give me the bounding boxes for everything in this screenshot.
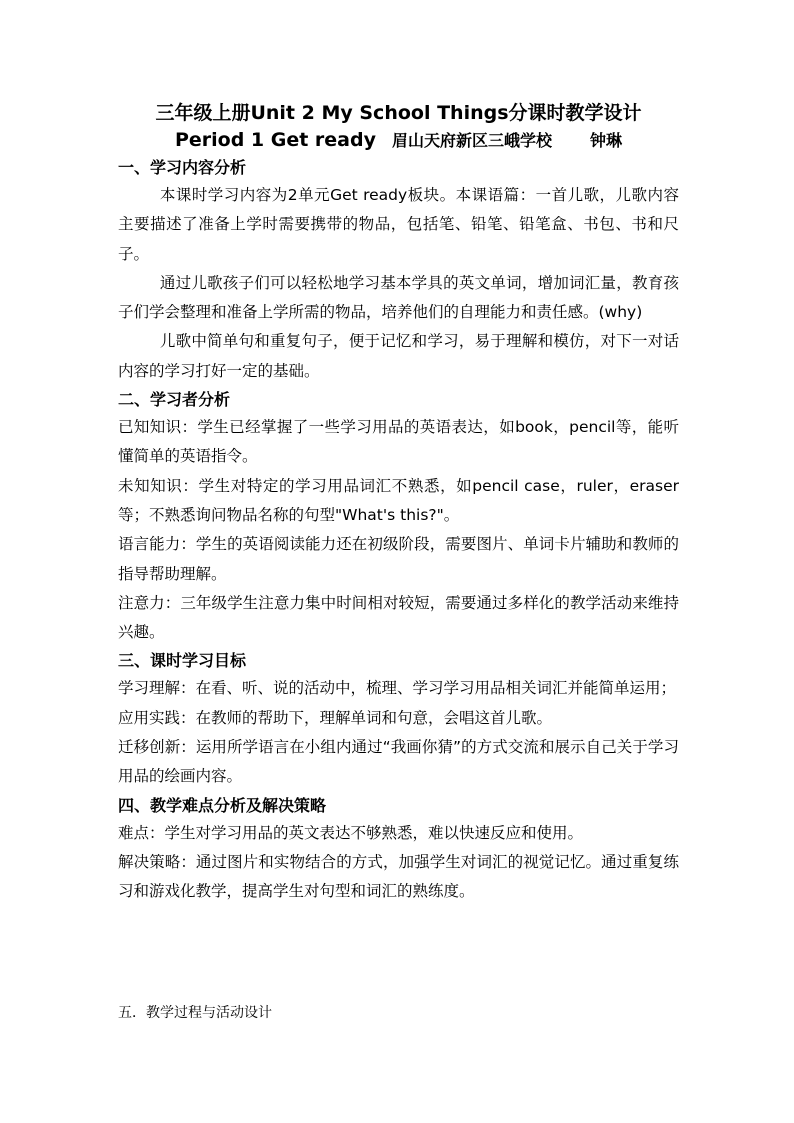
document-title: 三年级上册Unit 2 My School Things分课时教学设计 — [155, 102, 642, 124]
paragraph: 学习理解：在看、听、说的活动中，梳理、学习学习用品相关词汇并能简单运用； — [118, 679, 677, 698]
paragraph: 儿歌中简单句和重复句子，便于记忆和学习，易于理解和模仿，对下一对话内容的学习打好一定的基础。 — [118, 332, 679, 380]
paragraph: 应用实践：在教师的帮助下，理解单词和句意，会唱这首儿歌。 — [118, 708, 553, 727]
paragraph: 迁移创新：运用所学语言在小组内通过“我画你猜”的方式交流和展示自己关于学习用品的绘画内容。 — [118, 738, 679, 786]
author-name: 钟琳 — [590, 131, 623, 150]
paragraph: 解决策略：通过图片和实物结合的方式，加强学生对词汇的视觉记忆。通过重复练习和游戏化教学，提高学生对句型和词汇的熟练度。 — [118, 852, 679, 901]
section-heading-learning-objectives: 三、课时学习目标 — [118, 651, 247, 671]
paragraph: 难点：学生对学习用品的英文表达不够熟悉，难以快速反应和使用。 — [118, 823, 584, 842]
period-label: Period 1 Get ready — [174, 129, 376, 151]
school-name: 眉山天府新区三峨学校 — [392, 131, 553, 150]
paragraph: 已知知识：学生已经掌握了一些学习用品的英语表达，如book，pencil等，能听懂简单的英语指令。 — [118, 418, 679, 466]
paragraph: 未知知识：学生对特定的学习用品词汇不熟悉，如pencil case，ruler，eraser等；不熟悉询问物品名称的句型"What's this?"。 — [118, 476, 679, 524]
section-heading-difficulties: 四、教学难点分析及解决策略 — [118, 795, 327, 815]
section-heading-content-analysis: 一、学习内容分析 — [118, 158, 247, 177]
paragraph: 注意力：三年级学生注意力集中时间相对较短，需要通过多样化的教学活动来维持兴趣。 — [118, 593, 679, 642]
paragraph: 语言能力：学生的英语阅读能力还在初级阶段，需要图片、单词卡片辅助和教师的指导帮助理解。 — [118, 535, 679, 583]
section-heading-learner-analysis: 二、学习者分析 — [118, 390, 231, 410]
paragraph: 通过儿歌孩子们可以轻松地学习基本学具的英文单词，增加词汇量，教育孩子们学会整理和准备上学所需的物品，培养他们的自理能力和责任感。(why) — [118, 273, 679, 322]
section-heading-teaching-process: 五．教学过程与活动设计 — [118, 1005, 272, 1021]
paragraph: 本课时学习内容为2单元Get ready板块。本课语篇：一首儿歌，儿歌内容主要描述了准备上学时需要携带的物品，包括笔、铅笔、铅笔盒、书包、书和尺子。 — [118, 186, 679, 263]
document-subtitle — [118, 127, 679, 154]
